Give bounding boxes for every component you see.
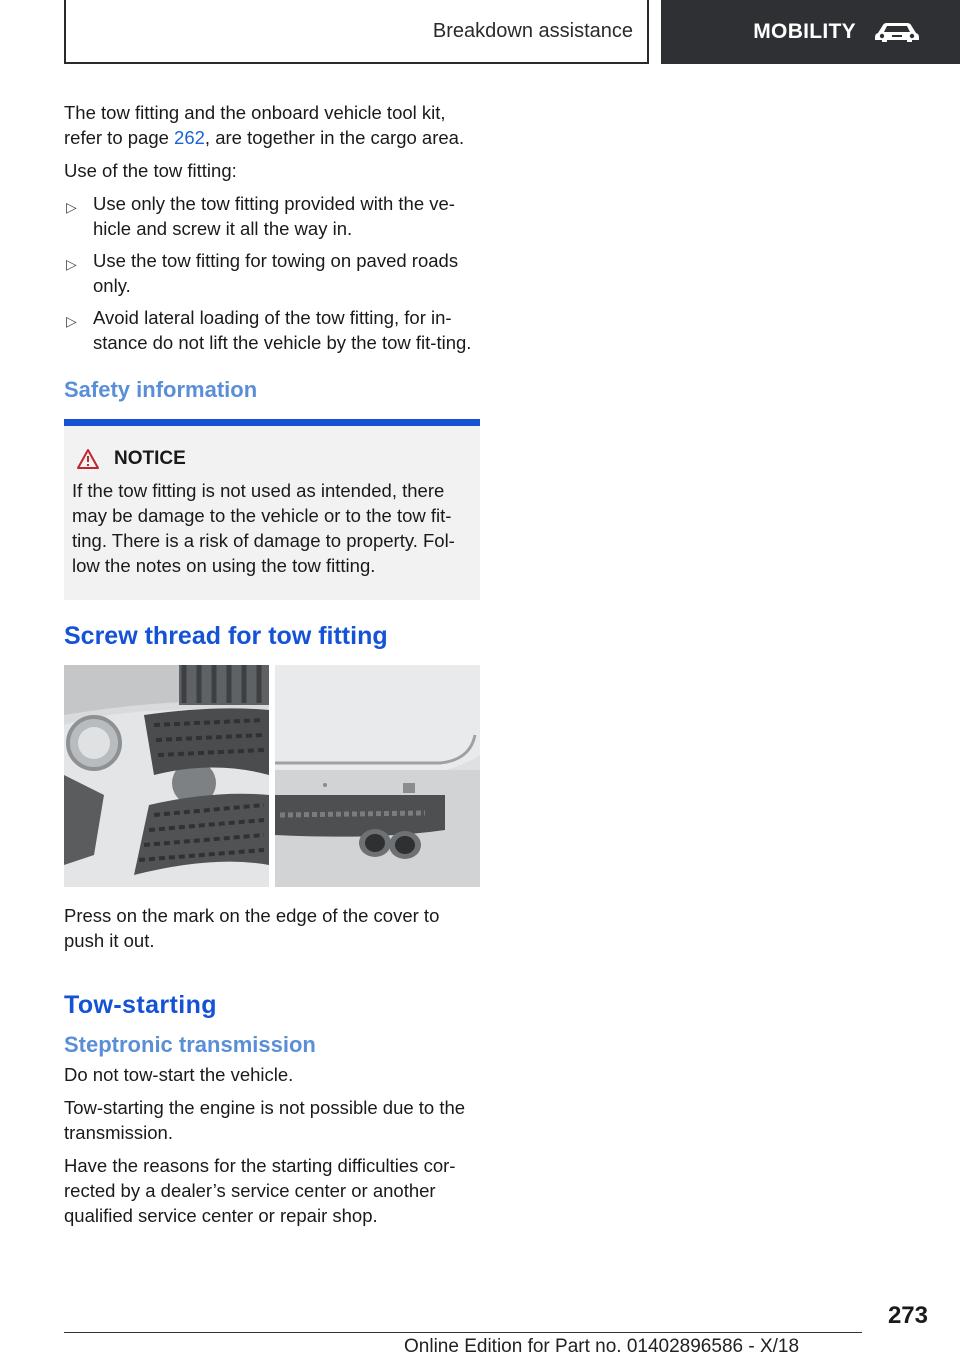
content-column	[64, 100, 480, 1236]
triangle-bullet-icon: ▷	[66, 199, 77, 215]
front-bumper-image	[64, 665, 269, 887]
chapter-title: MOBILITY	[753, 20, 856, 43]
list-item	[64, 305, 480, 355]
page-header	[0, 0, 960, 66]
page-number: 273	[887, 1302, 928, 1329]
list-item-text: Avoid lateral loading of the tow fitting, for in-stance do not lift the vehicle by the tow fit-ting.	[93, 307, 472, 353]
screw-thread-heading: Screw thread for tow fitting	[64, 622, 388, 650]
footer-divider	[64, 1332, 862, 1333]
tow-starting-heading: Tow-starting	[64, 991, 217, 1019]
notice-header	[72, 448, 472, 470]
page-link[interactable]: 262	[174, 127, 205, 148]
list-item-text: Use only the tow fitting provided with the ve-hicle and screw it all the way in.	[93, 193, 455, 239]
list-item	[64, 248, 480, 298]
tow-fitting-illustration	[64, 665, 480, 887]
notice-text: If the tow fitting is not used as intended, there may be damage to the vehicle or to the tow fit-ting. There is a risk of damage to property. Fol-low the notes on using the tow fitting.	[72, 480, 455, 576]
list-item-text: Use the tow fitting for towing on paved roads only.	[93, 250, 459, 296]
tow-start-paragraph-2: Tow-starting the engine is not possible due to the transmission.	[64, 1097, 466, 1143]
warning-triangle-icon	[76, 448, 100, 470]
intro-text-end: , are together in the cargo area.	[204, 127, 465, 148]
screw-caption: Press on the mark on the edge of the cover to push it out.	[64, 905, 440, 951]
notice-box	[64, 419, 480, 600]
safety-heading: Safety information	[64, 377, 258, 402]
edition-text: Online Edition for Part no. 01402896586 - X/18	[404, 1336, 800, 1357]
tow-start-paragraph-1: Do not tow-start the vehicle.	[64, 1064, 294, 1085]
bullet-list	[64, 191, 480, 355]
steptronic-heading: Steptronic transmission	[64, 1032, 316, 1057]
tow-start-paragraph-3: Have the reasons for the starting difficulties cor-rected by a dealer’s service center or another qualified service center or repair shop.	[64, 1155, 456, 1226]
list-item	[64, 191, 480, 241]
use-label: Use of the tow fitting:	[64, 160, 237, 181]
triangle-bullet-icon: ▷	[66, 256, 77, 272]
triangle-bullet-icon: ▷	[66, 313, 77, 329]
car-icon	[872, 20, 922, 44]
notice-label: NOTICE	[114, 448, 186, 469]
rear-bumper-image	[275, 665, 480, 887]
intro-paragraph	[64, 100, 480, 150]
section-title-box	[64, 0, 649, 64]
intro-text: The tow fitting and the onboard vehicle tool kit, refer to page	[64, 102, 446, 148]
section-title: Breakdown assistance	[432, 19, 633, 42]
chapter-tab	[661, 0, 960, 64]
